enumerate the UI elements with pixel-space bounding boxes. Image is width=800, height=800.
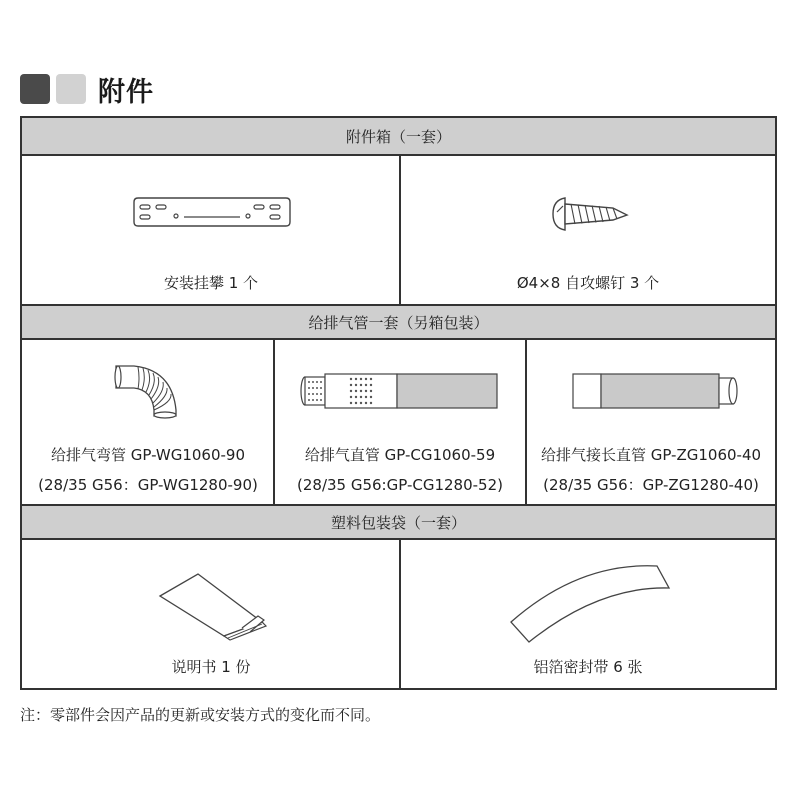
item-sublabel: (28/35 G56：GP-ZG1280-40) [543,476,759,494]
cell-extension-pipe [527,340,775,504]
item-label: Ø4×8 自攻螺钉 3 个 [516,274,660,292]
extension-pipe-icon [571,370,741,410]
cell-foil-tape [401,540,775,688]
section-header-exhaust-pipes [22,304,775,340]
accessories-table [20,116,777,690]
footnote: 注：零部件会因产品的更新或安装方式的变化而不同。 [20,706,381,724]
section-title: 给排气管一套（另箱包装） [308,313,489,332]
heading-title: 附件 [98,76,154,108]
screw-icon [551,194,631,236]
elbow-pipe-icon [114,362,182,420]
heading-square-light-icon [56,74,86,104]
mounting-bracket-icon [132,196,292,232]
section-title: 塑料包装袋（一套） [330,513,466,532]
cell-mounting-bracket [22,156,400,304]
item-label: 给排气接长直管 GP-ZG1060-40 [540,446,762,464]
straight-pipe-icon [299,370,499,410]
section-header-plastic-bag [22,504,775,540]
cell-elbow-pipe [22,340,274,504]
item-sublabel: (28/35 G56:GP-CG1280-52) [297,476,503,494]
item-label: 给排气弯管 GP-WG1060-90 [50,446,246,464]
foil-tape-icon [507,562,673,642]
heading-square-dark-icon [20,74,50,104]
cell-self-tapping-screw [401,156,775,304]
item-label: 安装挂攀 1 个 [163,274,259,292]
section-title: 附件箱（一套） [345,127,451,146]
item-sublabel: (28/35 G56：GP-WG1280-90) [38,476,258,494]
section-heading [20,72,154,106]
section-header-accessory-box [22,118,775,156]
cell-straight-pipe [275,340,525,504]
manual-booklet-icon [158,570,270,640]
item-label: 给排气直管 GP-CG1060-59 [304,446,496,464]
cell-manual-booklet [22,540,400,688]
item-label: 说明书 1 份 [171,658,251,676]
item-label: 铝箔密封带 6 张 [533,658,643,676]
